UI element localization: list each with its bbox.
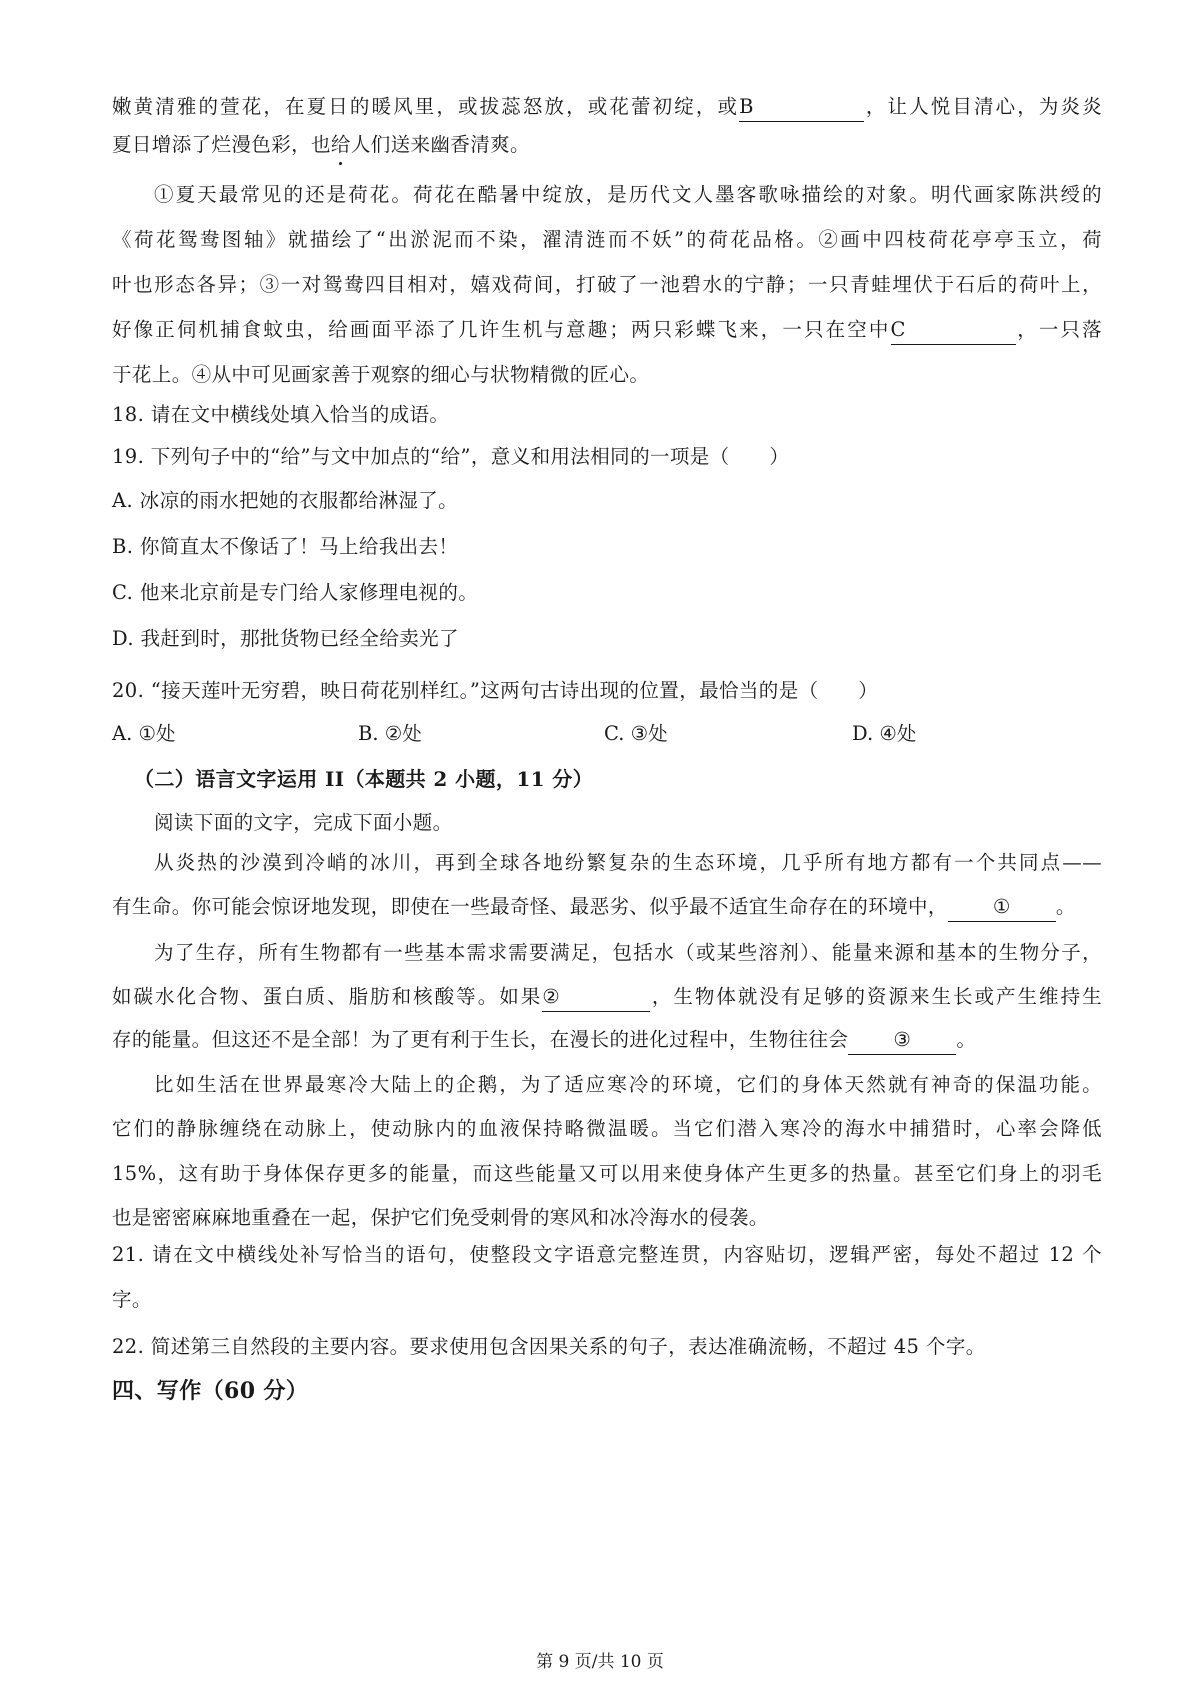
text: 。 [1055, 895, 1076, 918]
question-19-option-b: B. 你简直太不像话了！马上给我出去！ [112, 535, 459, 558]
text: ，一只落 [1015, 318, 1102, 341]
question-19-option-d: D. 我赶到时，那批货物已经全给卖光了 [112, 627, 459, 650]
blank-c: C [891, 318, 1016, 345]
section2-para2-line-1: 为了生存，所有生物都有一些基本需求需要满足，包括水（或某些溶剂）、能量来源和基本的生物分子， [154, 941, 1102, 964]
section2-para2-line-2 [112, 982, 1102, 1012]
text: 如碳水化合物、蛋白质、脂肪和核酸等。如果 [112, 985, 543, 1008]
blank-3: ③ [848, 1028, 956, 1055]
question-20-stem: 20. “接天莲叶无穷碧，映日荷花别样红。”这两句古诗出现的位置，最恰当的是（ ） [112, 679, 879, 702]
question-18: 18. 请在文中横线处填入恰当的成语。 [112, 403, 450, 426]
blank-b: B [739, 95, 864, 122]
passage1-line-1 [112, 92, 1102, 122]
text: 人们送来幽香清爽。 [350, 133, 530, 156]
text: 存的能量。但这还不是全部！为了更有利于生长，在漫长的进化过程中，生物往往会 [112, 1028, 849, 1051]
section2-para3-line-2: 它们的静脉缠绕在动脉上，使动脉内的血液保持略微温暖。当它们潜入寒冷的海水中捕猎时，心率会降低 [112, 1117, 1102, 1140]
text: ，让人悦目清心，为炎炎 [864, 95, 1102, 118]
question-20-option-a: A. ①处 [112, 722, 176, 745]
passage1-para2-line-3: 叶也形态各异；③一对鸳鸯四目相对，嬉戏荷间，打破了一池碧水的宁静；一只青蛙埋伏于石后的荷叶上， [112, 273, 1102, 296]
section2-para2-line-3 [112, 1025, 1102, 1055]
section2-para1-line-1: 从炎热的沙漠到冷峭的冰川，再到全球各地纷繁复杂的生态环境，几乎所有地方都有一个共同点—— [154, 851, 1102, 874]
dotted-char-gei: 给 [331, 130, 351, 160]
text: 。 [956, 1028, 977, 1051]
question-20-option-b: B. ②处 [358, 722, 422, 745]
question-21-line-1: 21. 请在文中横线处补写恰当的语句，使整段文字语意完整连贯，内容贴切，逻辑严密，每处不超过 12 个 [112, 1243, 1102, 1266]
section2-para3-line-3: 15%，这有助于身体保存更多的能量，而这些能量又可以用来使身体产生更多的热量。甚至它们身上的羽毛 [112, 1162, 1102, 1185]
question-20-option-c: C. ③处 [604, 722, 668, 745]
question-21-line-2: 字。 [112, 1288, 152, 1311]
blank-1: ① [948, 895, 1056, 922]
question-19-option-c: C. 他来北京前是专门给人家修理电视的。 [112, 581, 479, 604]
question-22: 22. 简述第三自然段的主要内容。要求使用包含因果关系的句子，表达准确流畅，不超过 45 个字。 [112, 1335, 986, 1358]
section-2-heading: （二）语言文字运用 II（本题共 2 小题，11 分） [134, 767, 594, 791]
section-2-instruction: 阅读下面的文字，完成下面小题。 [154, 811, 453, 834]
question-20-option-d: D. ④处 [852, 722, 917, 745]
passage1-para2-line-2: 《荷花鸳鸯图轴》就描绘了“出淤泥而不染，濯清涟而不妖”的荷花品格。②画中四枝荷花亭亭玉立，荷 [112, 228, 1102, 251]
question-19-option-a: A. 冰凉的雨水把她的衣服都给淋湿了。 [112, 489, 459, 512]
section2-para1-line-2 [112, 892, 1102, 922]
text: ，生物体就没有足够的资源来生长或产生维持生 [650, 985, 1102, 1008]
question-19-stem: 19. 下列句子中的“给”与文中加点的“给”，意义和用法相同的一项是（ ） [112, 445, 790, 468]
section2-para3-line-1: 比如生活在世界最寒冷大陆上的企鹅，为了适应寒冷的环境，它们的身体天然就有神奇的保温功能。 [154, 1073, 1102, 1096]
passage1-para2-line-5: 于花上。④从中可见画家善于观察的细心与状物精微的匠心。 [112, 363, 650, 386]
passage1-line-2 [112, 130, 1102, 160]
section-4-heading: 四、写作（60 分） [112, 1378, 309, 1404]
blank-2: ② [542, 985, 650, 1012]
section2-para3-line-4: 也是密密麻麻地重叠在一起，保护它们免受刺骨的寒风和冰冷海水的侵袭。 [112, 1206, 769, 1229]
text: 夏日增添了烂漫色彩，也 [112, 133, 331, 156]
text: 好像正伺机捕食蚊虫，给画面平添了几许生机与意趣；两只彩蝶飞来，一只在空中 [112, 318, 891, 341]
passage1-para2-line-1: ①夏天最常见的还是荷花。荷花在酷暑中绽放，是历代文人墨客歌咏描绘的对象。明代画家陈洪绶的 [154, 183, 1102, 206]
text: 有生命。你可能会惊讶地发现，即使在一些最奇怪、最恶劣、似乎最不适宜生命存在的环境中， [112, 895, 948, 918]
passage1-para2-line-4 [112, 315, 1102, 345]
page-footer: 第 9 页/共 10 页 [536, 1652, 664, 1672]
text: 嫩黄清雅的萱花，在夏日的暖风里，或拔蕊怒放，或花蕾初绽，或 [112, 95, 740, 118]
